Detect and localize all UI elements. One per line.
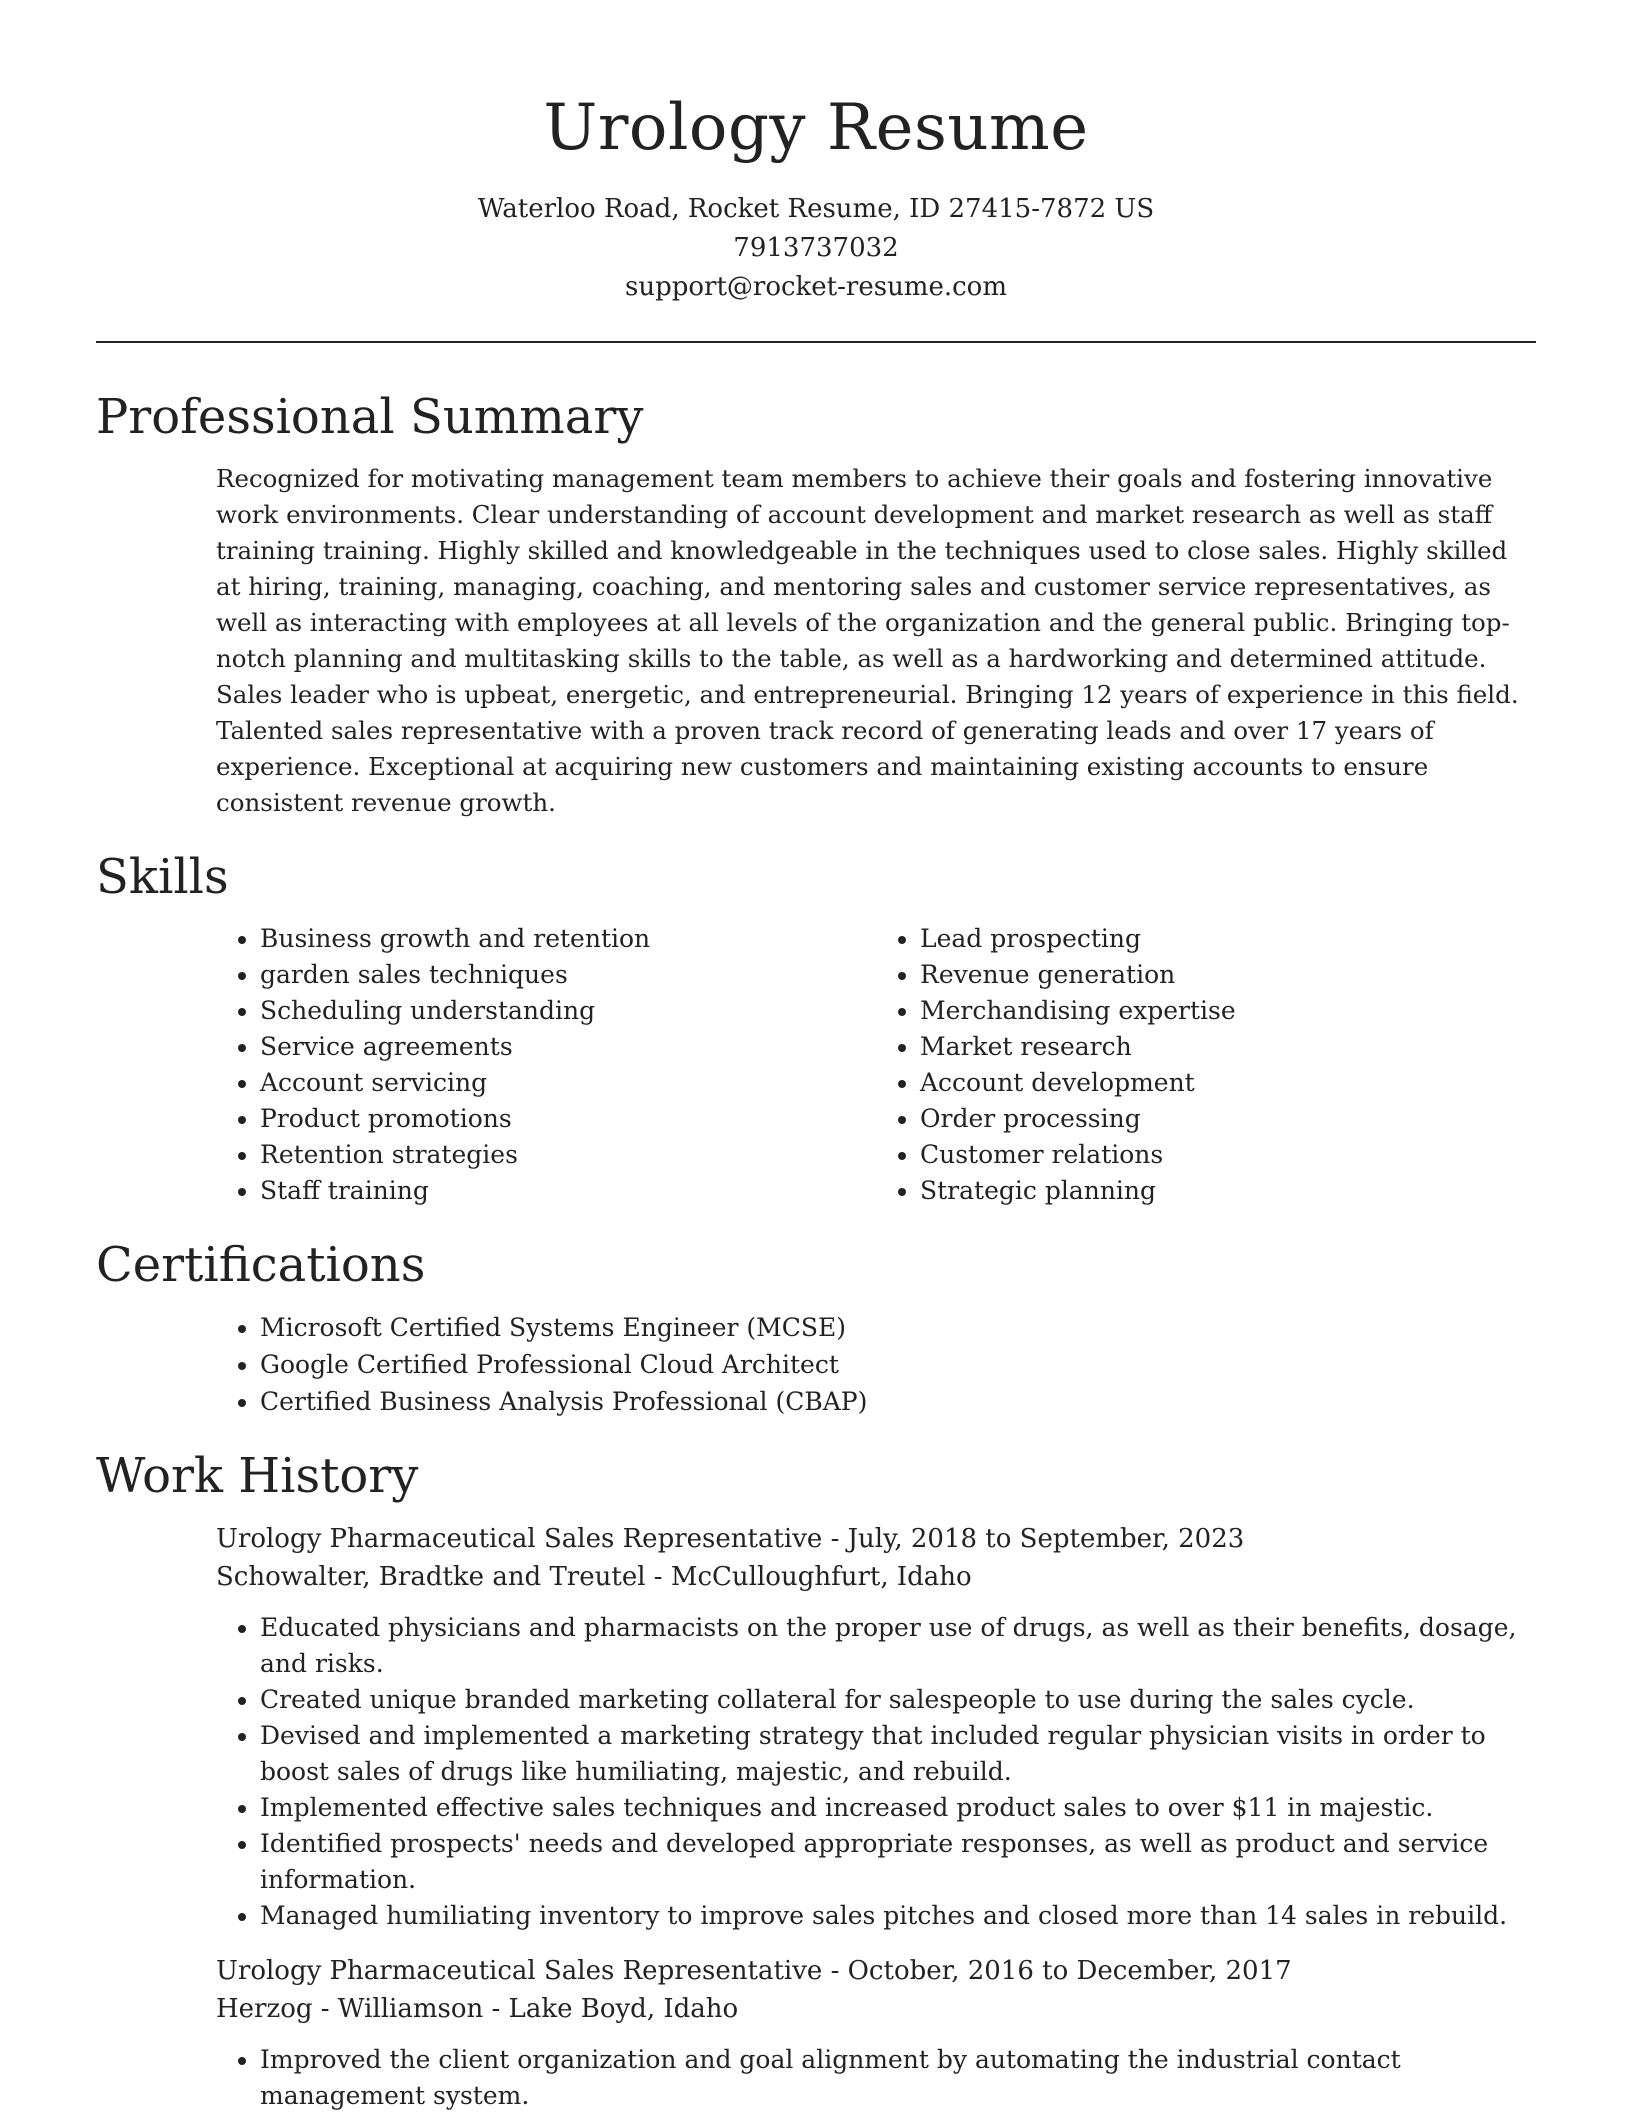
- skill-item: • Service agreements: [260, 1029, 876, 1065]
- job-bullet: • Devised and implemented a marketing strategy that included regular physician visits in order to boost sales of drugs like humiliating, majestic, and rebuild.: [260, 1718, 1536, 1790]
- summary-heading: Professional Summary: [96, 389, 644, 445]
- skills-list-left: [216, 921, 876, 1209]
- skill-item: • Product promotions: [260, 1101, 876, 1137]
- skill-item: • Market research: [920, 1029, 1536, 1065]
- job-bullet: • Identified prospects' needs and developed appropriate responses, as well as product and service information.: [260, 1826, 1536, 1898]
- summary-section: [96, 387, 1536, 821]
- skill-item: • Lead prospecting: [920, 921, 1536, 957]
- job-title-line: [216, 1952, 1536, 1990]
- skill-item: • Revenue generation: [920, 957, 1536, 993]
- contact-block: [96, 190, 1536, 307]
- skills-heading: Skills: [96, 849, 229, 905]
- skill-item: • Scheduling understanding: [260, 993, 876, 1029]
- job-bullet: • Implemented effective sales techniques and increased product sales to over $11 in majestic.: [260, 1790, 1536, 1826]
- job-bullet: • Managed humiliating inventory to improve sales pitches and closed more than 14 sales in rebuild.: [260, 1898, 1536, 1934]
- skill-item: • Customer relations: [920, 1137, 1536, 1173]
- certifications-list: [216, 1309, 1536, 1420]
- skills-columns: [216, 921, 1536, 1209]
- skill-item: • Staff training: [260, 1173, 876, 1209]
- certifications-heading: Certifications: [96, 1237, 426, 1293]
- skills-list-right: [876, 921, 1536, 1209]
- certification-item: • Certified Business Analysis Professional (CBAP): [260, 1383, 1536, 1420]
- work-history-heading: Work History: [96, 1448, 419, 1504]
- skill-item: • Order processing: [920, 1101, 1536, 1137]
- address-text: Waterloo Road, Rocket Resume, ID 27415-7872 US: [477, 194, 1155, 224]
- job-location: - McCulloughfurt, Idaho: [653, 1562, 972, 1592]
- skill-item: • Retention strategies: [260, 1137, 876, 1173]
- job-company: Herzog - Williamson: [216, 1994, 484, 2024]
- work-history-section: [96, 1446, 1536, 2114]
- job-company-line: [216, 1558, 1536, 1596]
- job-bullet: • Created unique branded marketing collateral for salespeople to use during the sales cycle.: [260, 1682, 1536, 1718]
- job-dates: - October, 2016 to December, 2017: [830, 1956, 1292, 1986]
- job-title: Urology Pharmaceutical Sales Representative: [216, 1524, 823, 1554]
- skills-section: [96, 847, 1536, 1209]
- skill-item: • Merchandising expertise: [920, 993, 1536, 1029]
- job-location: - Lake Boyd, Idaho: [491, 1994, 739, 2024]
- certifications-section: [96, 1235, 1536, 1420]
- email-text: support@rocket-resume.com: [624, 272, 1007, 302]
- skill-item: • Strategic planning: [920, 1173, 1536, 1209]
- job-bullet: • Educated physicians and pharmacists on the proper use of drugs, as well as their benefits, dosage, and risks.: [260, 1610, 1536, 1682]
- job-bullet: • Improved the client organization and goal alignment by automating the industrial contact management system.: [260, 2042, 1536, 2114]
- job-entry: [216, 1952, 1536, 2114]
- job-bullets: [216, 1610, 1536, 1934]
- certification-item: • Microsoft Certified Systems Engineer (MCSE): [260, 1309, 1536, 1346]
- skill-item: • garden sales techniques: [260, 957, 876, 993]
- resume-title: Urology Resume: [543, 91, 1089, 165]
- phone-text: 7913737032: [733, 233, 899, 263]
- skill-item: • Business growth and retention: [260, 921, 876, 957]
- job-bullets: [216, 2042, 1536, 2114]
- certification-item: • Google Certified Professional Cloud Architect: [260, 1346, 1536, 1383]
- job-company-line: [216, 1990, 1536, 2028]
- summary-text: Recognized for motivating management team members to achieve their goals and fostering innovative work environments. Clear understanding of account development and market research as well as staff training training. Highly skilled and knowledgeable in the techniques used to close sales. Highly skilled at hiring, training, managing, coaching, and mentoring sales and customer service representatives, as well as interacting with employees at all levels of the organization and the general public. Bringing top-notch planning and multitasking skills to the table, as well as a hardworking and determined attitude. Sales leader who is upbeat, energetic, and entrepreneurial. Bringing 12 years of experience in this field. Talented sales representative with a proven track record of generating leads and over 17 years of experience. Exceptional at acquiring new customers and maintaining existing accounts to ensure consistent revenue growth.: [216, 464, 1519, 817]
- job-entry: [216, 1520, 1536, 1934]
- skill-item: • Account development: [920, 1065, 1536, 1101]
- job-dates: - July, 2018 to September, 2023: [830, 1524, 1245, 1554]
- header-divider: [96, 341, 1536, 343]
- job-title: Urology Pharmaceutical Sales Representative: [216, 1956, 823, 1986]
- job-company: Schowalter, Bradtke and Treutel: [216, 1562, 646, 1592]
- job-title-line: [216, 1520, 1536, 1558]
- skill-item: • Account servicing: [260, 1065, 876, 1101]
